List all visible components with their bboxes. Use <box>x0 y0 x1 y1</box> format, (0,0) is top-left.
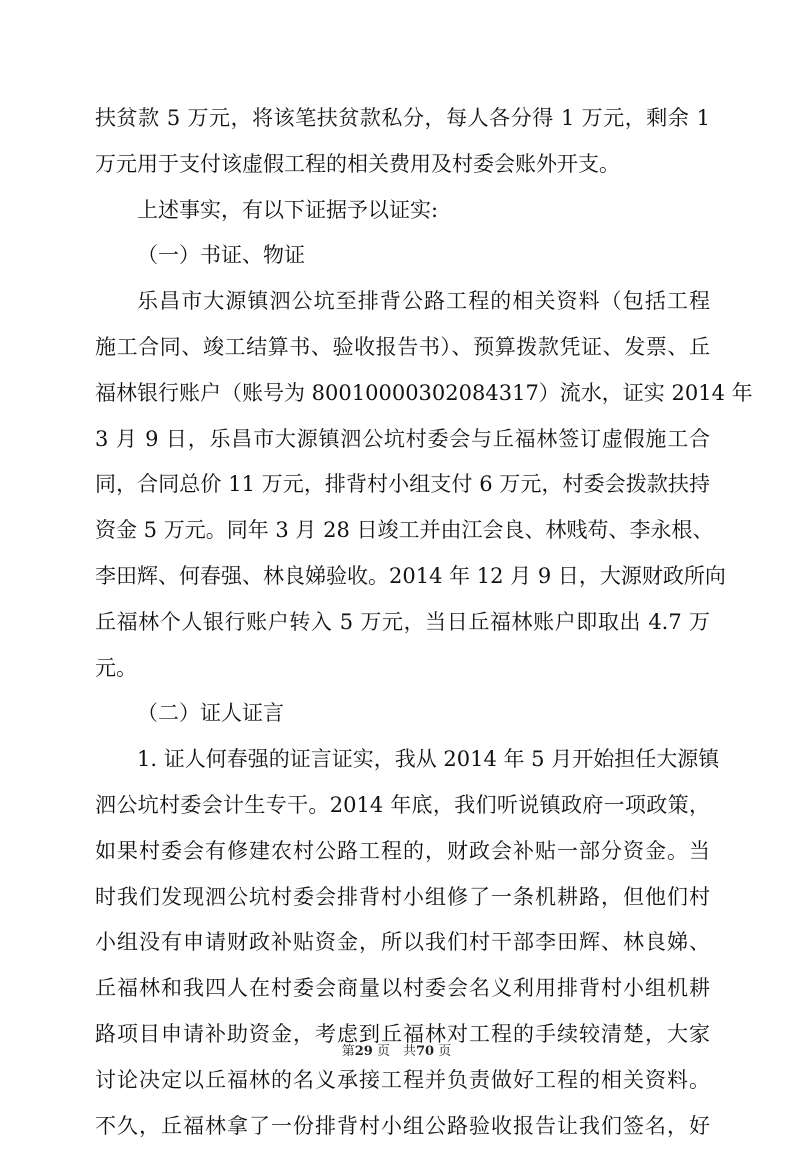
text-line: 丘福林和我四人在村委会商量以村委会名义利用排背村小组机耕 <box>95 976 710 1001</box>
footer-prefix: 第 <box>341 1044 355 1059</box>
text-line: 丘福林个人银行账户转入 5 万元，当日丘福林账户即取出 4.7 万 <box>95 609 710 634</box>
page-footer <box>0 1040 793 1059</box>
text-line: 3 月 9 日，乐昌市大源镇泗公坑村委会与丘福林签订虚假施工合 <box>95 426 710 451</box>
text-line: 1. 证人何春强的证言证实，我从 2014 年 5 月开始担任大源镇 <box>137 747 720 772</box>
text-line: 上述事实，有以下证据予以证实: <box>137 197 439 222</box>
total-pages-number: 70 <box>416 1044 435 1059</box>
text-line: 同，合同总价 11 万元，排背村小组支付 6 万元，村委会拨款扶持 <box>95 472 710 497</box>
text-line: 路项目申请补助资金，考虑到丘福林对工程的手续较清楚，大家 <box>95 1021 710 1046</box>
text-line: 施工合同、竣工结算书、验收报告书）、预算拨款凭证、发票、丘 <box>95 334 710 359</box>
text-line: 不久，丘福林拿了一份排背村小组公路验收报告让我们签名，好 <box>95 1113 710 1138</box>
document-body <box>95 96 753 1149</box>
text-line: （一）书证、物证 <box>137 243 305 268</box>
text-line: 扶贫款 5 万元，将该笔扶贫款私分，每人各分得 1 万元，剩余 1 <box>95 106 710 130</box>
text-line: 讨论决定以丘福林的名义承接工程并负责做好工程的相关资料。 <box>95 1067 710 1092</box>
text-line: 乐昌市大源镇泗公坑至排背公路工程的相关资料（包括工程 <box>137 289 710 314</box>
text-line: 资金 5 万元。同年 3 月 28 日竣工并由江会良、林贱苟、李永根、 <box>95 518 714 543</box>
footer-mid: 页 共 <box>376 1044 416 1059</box>
current-page-number: 29 <box>354 1044 373 1059</box>
text-line: （二）证人证言 <box>137 701 284 726</box>
text-line: 时我们发现泗公坑村委会排背村小组修了一条机耕路，但他们村 <box>95 884 710 909</box>
text-line: 泗公坑村委会计生专干。2014 年底，我们听说镇政府一项政策， <box>95 792 710 817</box>
footer-suffix: 页 <box>438 1044 452 1059</box>
text-line: 福林银行账户（账号为 80010000302084317）流水，证实 2014 年 <box>95 380 753 405</box>
text-line: 元。 <box>95 655 137 680</box>
text-line: 万元用于支付该虚假工程的相关费用及村委会账外开支。 <box>95 151 620 176</box>
text-line: 李田辉、何春强、林良娣验收。2014 年 12 月 9 日，大源财政所向 <box>95 563 726 588</box>
text-line: 小组没有申请财政补贴资金，所以我们村干部李田辉、林良娣、 <box>95 930 710 955</box>
text-line: 如果村委会有修建农村公路工程的，财政会补贴一部分资金。当 <box>95 838 710 863</box>
